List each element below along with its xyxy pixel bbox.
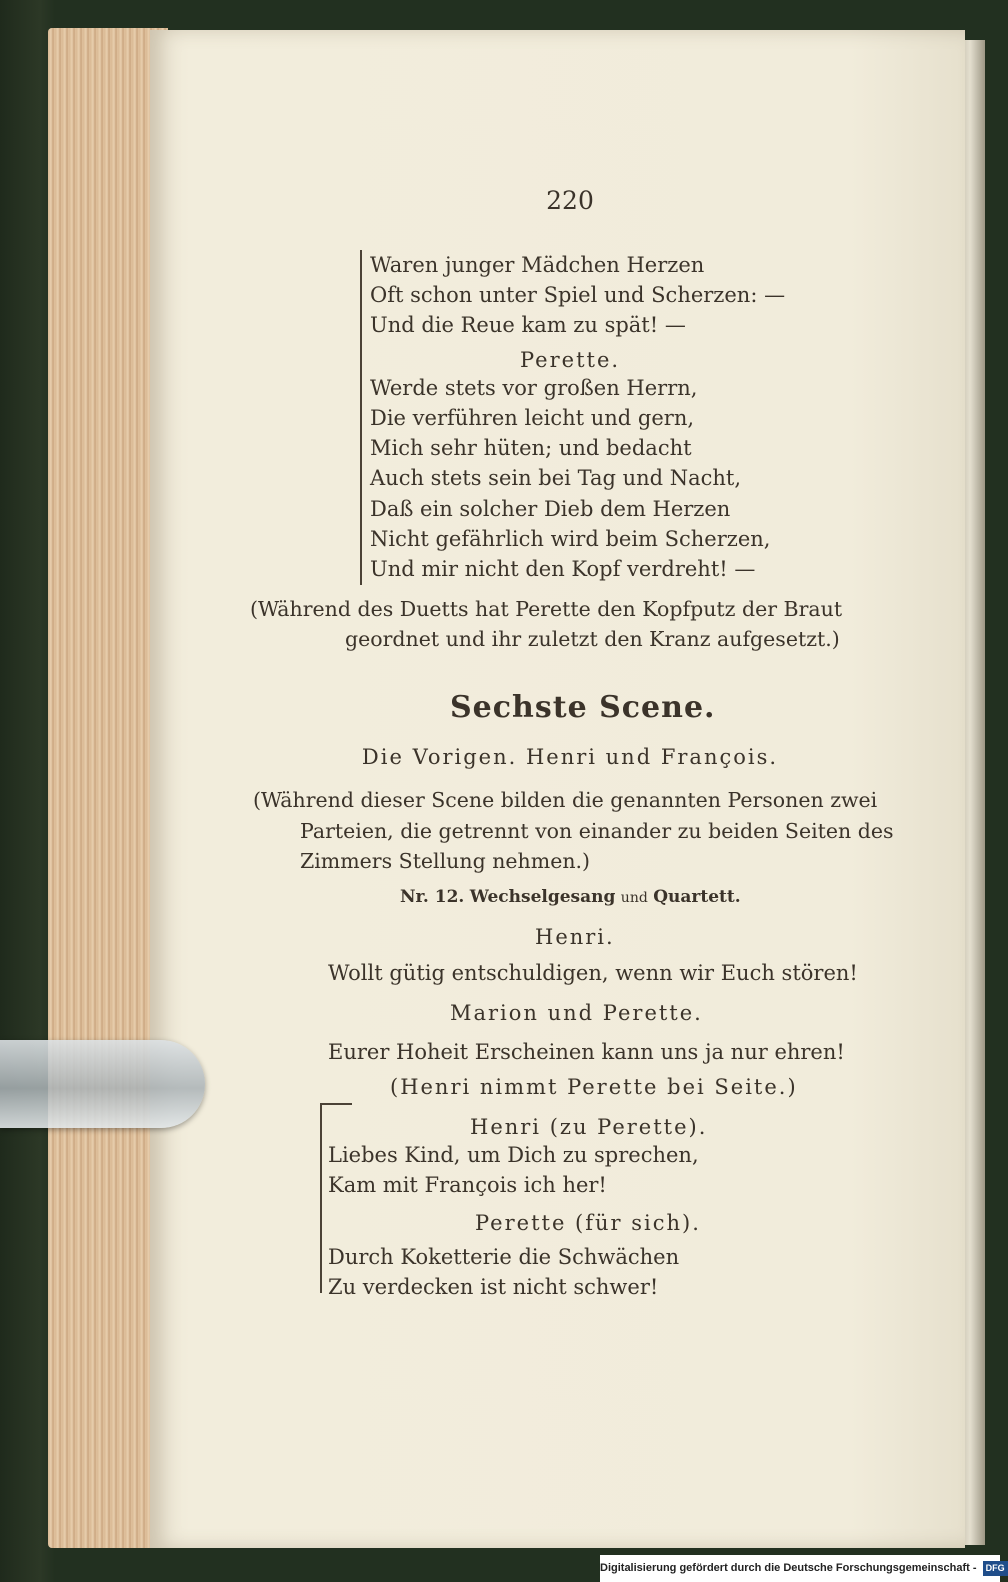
scene-title: Sechste Scene.: [450, 690, 716, 725]
speaker-name: Henri.: [535, 925, 615, 949]
verse-line: Mich sehr hüten; und bedacht: [370, 436, 692, 460]
musical-number-heading: [400, 882, 741, 913]
verse-bracket-tick: [320, 1103, 352, 1105]
dfg-logo: DFG: [983, 1561, 1008, 1576]
verse-bracket-bottom: [320, 1103, 322, 1293]
verse-line: Liebes Kind, um Dich zu sprechen,: [328, 1143, 699, 1167]
verse-line: Zu verdecken ist nicht schwer!: [328, 1275, 659, 1299]
verse-line: Daß ein solcher Dieb dem Herzen: [370, 497, 731, 521]
number-conjunction: und: [620, 890, 648, 906]
verse-line: Waren junger Mädchen Herzen: [370, 253, 705, 277]
digitization-footer: [600, 1555, 1005, 1582]
stage-direction: (Henri nimmt Perette bei Seite.): [390, 1075, 798, 1099]
verse-line: Durch Koketterie die Schwächen: [328, 1245, 680, 1269]
stage-direction: Zimmers Stellung nehmen.): [300, 849, 591, 873]
number-title-part2: Quartett.: [653, 887, 741, 907]
stage-direction: (Während des Duetts hat Perette den Kopfputz der Braut: [250, 597, 843, 621]
page-number: 220: [546, 186, 594, 215]
speaker-name: Marion und Perette.: [450, 1001, 703, 1025]
verse-line: Und mir nicht den Kopf verdreht! —: [370, 557, 756, 581]
number-label: Nr. 12.: [400, 887, 465, 907]
sung-line: Eurer Hoheit Erscheinen kann uns ja nur ehren!: [328, 1040, 845, 1064]
sung-line: Wollt gütig entschuldigen, wenn wir Euch stören!: [328, 961, 858, 985]
speaker-name: Henri (zu Perette).: [470, 1115, 708, 1139]
verse-line: Oft schon unter Spiel und Scherzen: —: [370, 283, 786, 307]
scene-cast: Die Vorigen. Henri und François.: [361, 745, 779, 769]
speaker-name: Perette.: [520, 348, 621, 372]
verse-line: Werde stets vor großen Herrn,: [370, 376, 698, 400]
verse-line: Und die Reue kam zu spät! —: [370, 313, 686, 337]
verse-bracket-top: [360, 250, 362, 585]
stage-direction: (Während dieser Scene bilden die genannten Personen zwei: [253, 788, 878, 812]
verse-line: Nicht gefährlich wird beim Scherzen,: [370, 527, 771, 551]
verse-line: Auch stets sein bei Tag und Nacht,: [370, 466, 742, 490]
bookmark-clip: [0, 1040, 205, 1128]
footer-text: Digitalisierung gefördert durch die Deutsche Forschungsgemeinschaft -: [600, 1562, 977, 1574]
number-title-part1: Wechselgesang: [469, 887, 616, 907]
verse-line: Kam mit François ich her!: [328, 1173, 607, 1197]
speaker-name: Perette (für sich).: [475, 1211, 701, 1235]
stage-direction: Parteien, die getrennt von einander zu beiden Seiten des: [300, 819, 894, 843]
verse-line: Die verführen leicht und gern,: [370, 406, 695, 430]
stage-direction: geordnet und ihr zuletzt den Kranz aufgesetzt.): [345, 627, 840, 651]
